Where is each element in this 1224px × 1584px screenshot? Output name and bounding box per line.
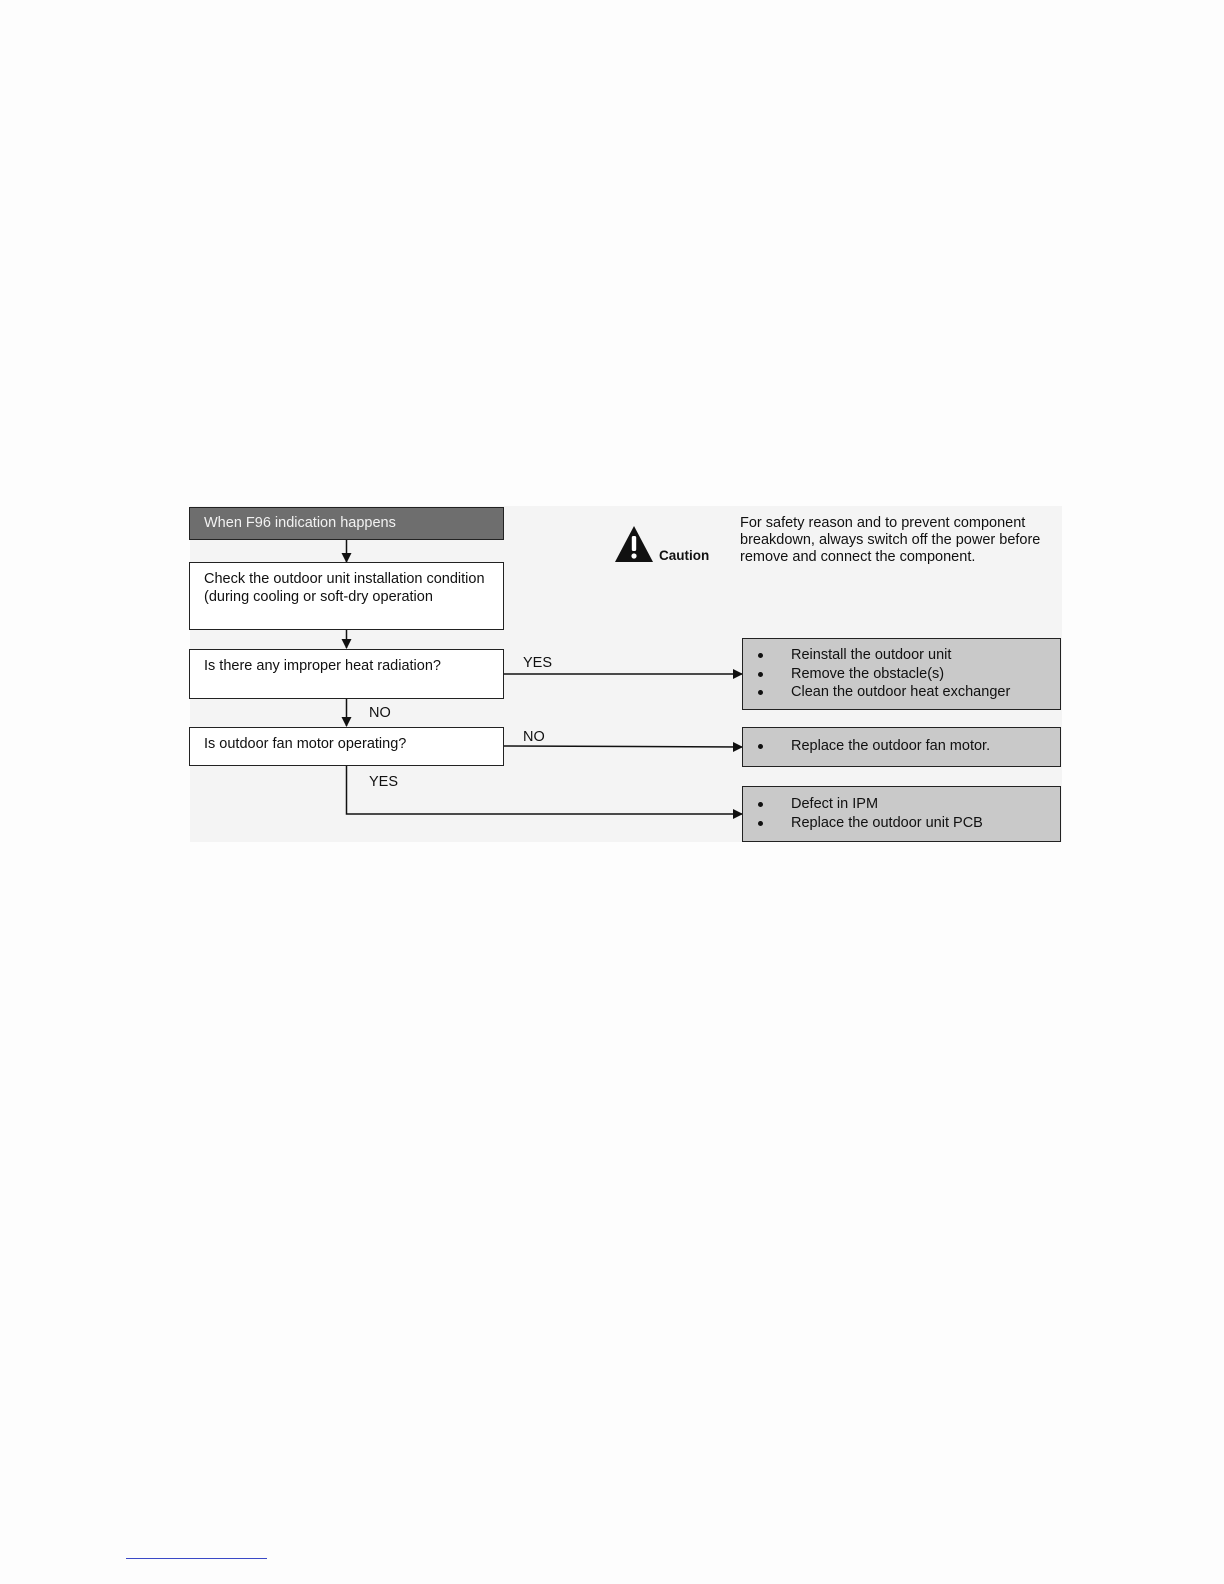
fan-no-label: NO <box>523 729 545 745</box>
start-box <box>189 507 504 540</box>
check-installation-box <box>189 562 504 630</box>
fan-yes-label: YES <box>369 774 399 790</box>
check-installation-text: Check the outdoor unit installation condition (during cooling or soft-dry operation <box>204 571 485 605</box>
action-item: Clean the outdoor heat exchanger <box>755 683 1048 702</box>
caution-label: Caution <box>659 548 710 563</box>
heat-no-label: NO <box>369 705 391 721</box>
heat-radiation-question-text: Is there any improper heat radiation? <box>204 658 441 674</box>
warning-triangle-icon <box>614 525 654 563</box>
fan-motor-action-box <box>742 727 1061 767</box>
action-item: Replace the outdoor fan motor. <box>755 737 1048 756</box>
fan-motor-question-text: Is outdoor fan motor operating? <box>204 736 407 752</box>
action-item: Replace the outdoor unit PCB <box>755 814 1048 833</box>
action-item: Remove the obstacle(s) <box>755 665 1048 684</box>
fan-motor-question-box <box>189 727 504 766</box>
start-text: When F96 indication happens <box>204 515 396 531</box>
action-item: Reinstall the outdoor unit <box>755 646 1048 665</box>
action-item: Defect in IPM <box>755 795 1048 814</box>
heat-radiation-action-box <box>742 638 1061 710</box>
heat-radiation-question-box <box>189 649 504 699</box>
arrow-fan-no <box>504 746 742 747</box>
ipm-action-box <box>742 786 1061 842</box>
arrow-fan-yes <box>347 766 743 814</box>
caution-text: For safety reason and to prevent component breakdown, always switch off the power before remove and connect the component. <box>740 515 1041 565</box>
footer-rule <box>126 1558 267 1559</box>
heat-yes-label: YES <box>523 655 553 671</box>
